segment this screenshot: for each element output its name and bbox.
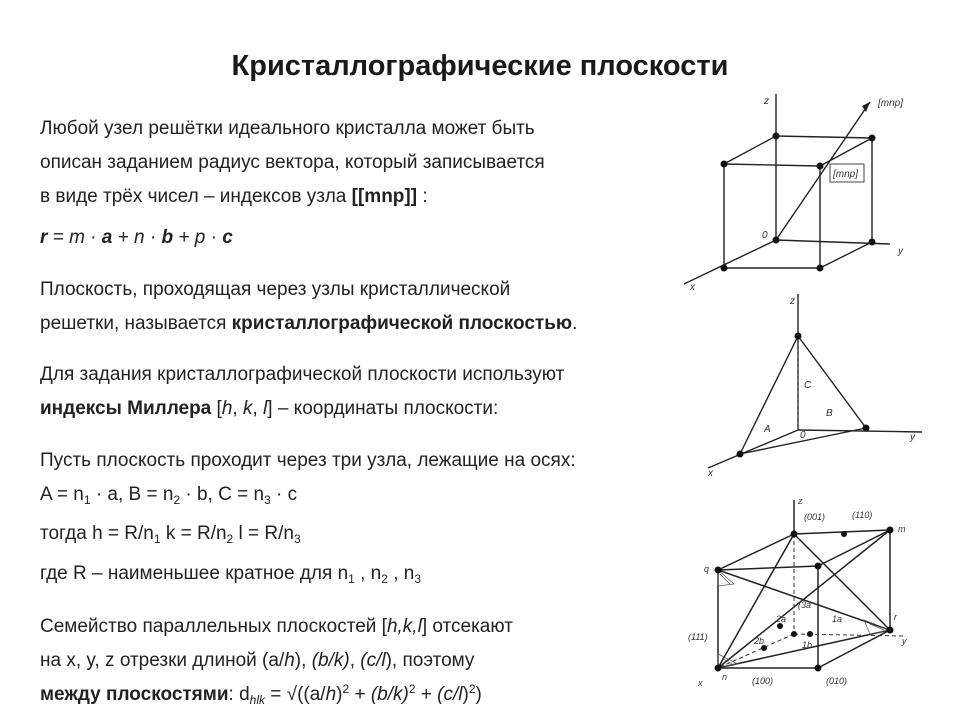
fig2-x-label: x (708, 468, 713, 479)
fig2-origin-label: 0 (800, 430, 806, 441)
fig3-y-label: y (902, 636, 907, 646)
plane-intercepts-figure (700, 290, 930, 480)
miller-planes-cube-figure (684, 494, 920, 690)
miller-line-1: Для задания кристаллографической плоскости используют (40, 364, 565, 385)
fig3-1a-label: 1a (832, 614, 843, 624)
fig3-001-label: (001) (804, 512, 826, 522)
fig3-n-label: n (722, 672, 728, 682)
intro-line-2: описан заданием радиус вектора, который записывается (40, 152, 545, 173)
fig1-mnp-direction-label: [mnp] (878, 98, 904, 109)
fig3-010-label: (010) (826, 676, 848, 686)
fig3-3a-label: (3a (798, 600, 812, 610)
fig3-r-label: r (894, 612, 897, 622)
fig2-y-label: y (910, 432, 915, 443)
plane-def-line-1: Плоскость, проходящая через узлы кристаллической (40, 279, 511, 300)
cube-node-vector-figure (680, 92, 920, 292)
fig3-110-label: (110) (852, 510, 873, 520)
fig3-111-label: (111) (688, 632, 708, 642)
fig1-x-label: x (690, 282, 695, 292)
slide-title: Кристаллографические плоскости (231, 50, 729, 82)
fig2-c-label: C (804, 380, 812, 391)
intercepts-formula: $A = n_1 \cdot a$, $B = n_2 \cdot b$, $C = n_3 \cdot c$ (40, 484, 298, 507)
fig3-x-label: x (698, 678, 703, 688)
intercepts-line-1: Пусть плоскость проходит через три узла, лежащие на осях: (40, 450, 576, 471)
fig2-a-label: A (764, 424, 771, 435)
fig2-z-label: z (790, 296, 795, 307)
interplanar-distance-formula: между плоскостями: $d_{hlk} = √((a/h)^2 + (b/k)^2 + (c/l)^2)$ (40, 682, 482, 707)
family-line-2: на x, y, z отрезки длиной (a/h), (b/k), (c/l), поэтому (40, 650, 475, 671)
radius-vector-formula: r = m · a + n · b + p · c (40, 227, 233, 248)
node-index: [[mnp]] (351, 186, 418, 207)
fig2-b-label: B (826, 408, 833, 419)
fig3-q-label: q (704, 564, 710, 574)
family-line-1: Семейство параллельных плоскостей [h,k,l] отсекают (40, 616, 513, 637)
fig1-origin-label: 0 (762, 230, 768, 241)
fig3-m-label: m (898, 524, 906, 534)
miller-formula: тогда $h = R/n_1$ $k = R/n_2$ $l = R/n_3$ (40, 523, 301, 546)
fig1-y-label: y (898, 246, 903, 257)
fig3-2a-label: 2a (776, 614, 787, 624)
plane-def-line-2: решетки, называется кристаллографической плоскостью. (40, 313, 578, 334)
fig3-100-label: (100) (752, 676, 774, 686)
fig3-1b-label: 1b (802, 640, 813, 650)
fig3-2b-label: 2b (754, 636, 765, 646)
fig1-z-label: z (764, 96, 769, 107)
fig3-z-label: z (798, 496, 803, 506)
lcm-line: где R – наименьшее кратное для $n_1$ , $n_2$ , $n_3$ (40, 563, 422, 586)
intro-line-3: в виде трёх чисел – индексов узла [[mnp]] : (40, 186, 428, 207)
fig1-mnp-node-label: [mnp] (833, 169, 859, 180)
intro-line-1: Любой узел решётки идеального кристалла может быть (40, 118, 535, 139)
miller-line-2: индексы Миллера [h, k, l] – координаты плоскости: (40, 398, 499, 419)
